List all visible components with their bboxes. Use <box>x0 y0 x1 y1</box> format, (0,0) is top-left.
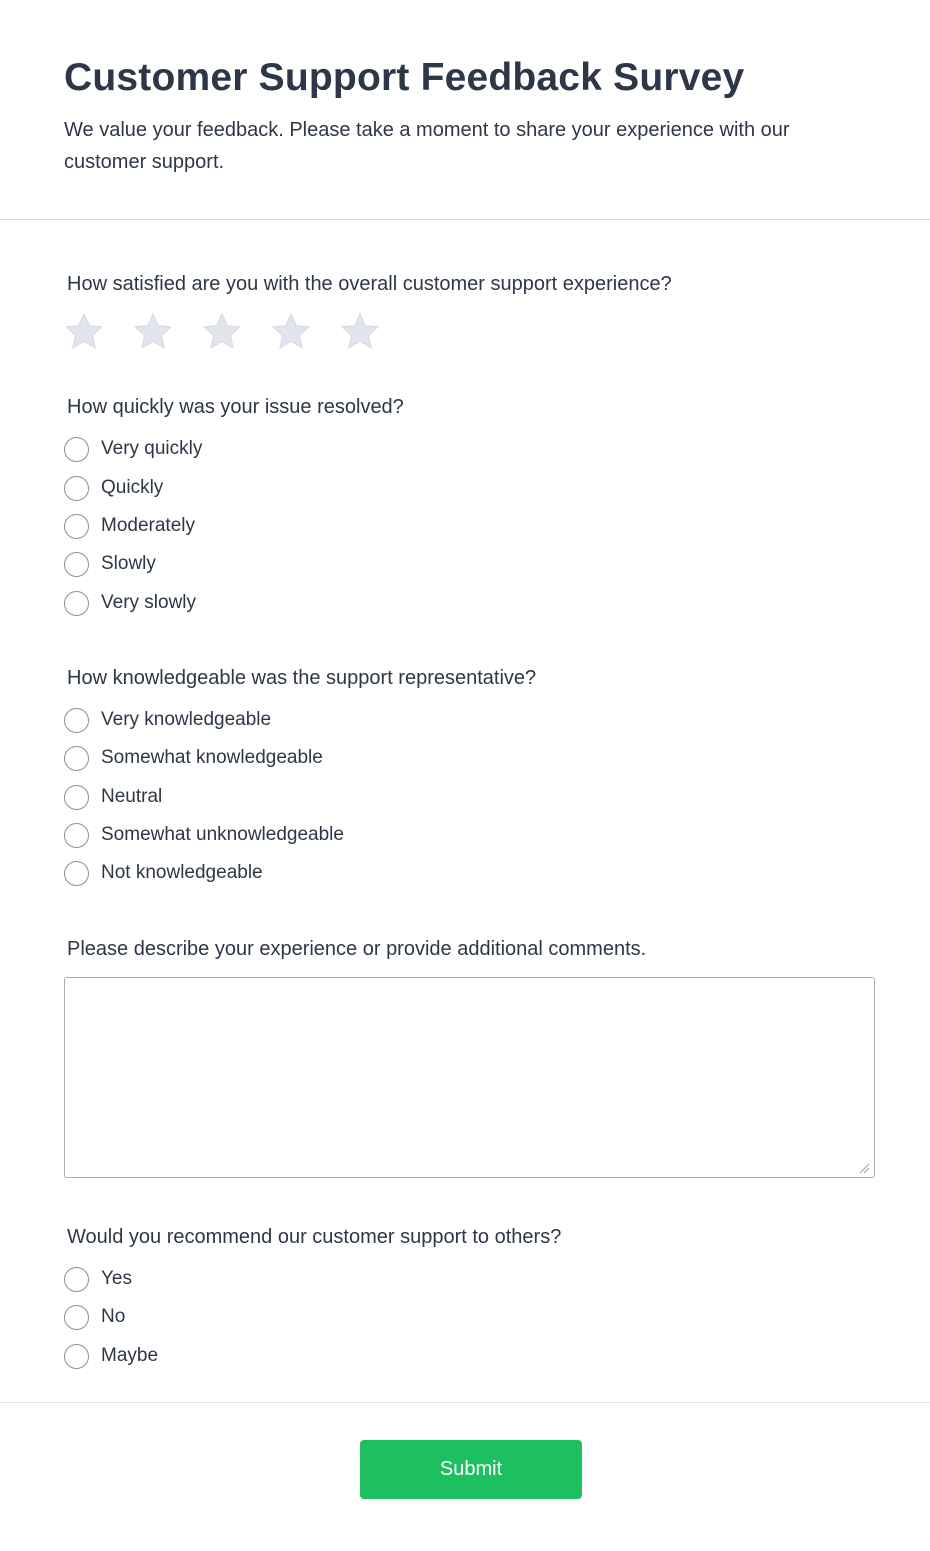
page-subtitle: We value your feedback. Please take a moment to share your experience with our customer support. <box>64 119 790 173</box>
radio-label: Yes <box>101 1268 132 1289</box>
radio-label: Moderately <box>101 515 195 536</box>
radio-label: No <box>101 1306 126 1327</box>
radio-option[interactable] <box>64 590 196 616</box>
radio-button[interactable] <box>64 552 89 577</box>
radio-option[interactable] <box>64 475 163 501</box>
radio-button[interactable] <box>64 476 89 501</box>
question-comments: Please describe your experience or provide additional comments. <box>67 938 647 960</box>
radio-option[interactable] <box>64 784 162 810</box>
survey-footer <box>0 1403 930 1550</box>
resize-grip-icon[interactable] <box>858 1162 870 1174</box>
radio-button[interactable] <box>64 1344 89 1369</box>
radio-button[interactable] <box>64 514 89 539</box>
comments-textarea[interactable] <box>64 977 875 1178</box>
question-resolution-speed: How quickly was your issue resolved? <box>67 396 404 418</box>
radio-option[interactable] <box>64 822 344 848</box>
radio-label: Somewhat unknowledgeable <box>101 824 344 845</box>
radio-label: Neutral <box>101 786 163 807</box>
star-icon[interactable] <box>202 312 242 352</box>
radio-option[interactable] <box>64 436 202 462</box>
radio-button[interactable] <box>64 708 89 733</box>
submit-button[interactable]: Submit <box>360 1440 582 1499</box>
question-satisfaction: How satisfied are you with the overall customer support experience? <box>67 273 672 295</box>
page-title: Customer Support Feedback Survey <box>64 56 745 99</box>
radio-button[interactable] <box>64 1305 89 1330</box>
radio-button[interactable] <box>64 785 89 810</box>
star-icon[interactable] <box>133 312 173 352</box>
radio-button[interactable] <box>64 591 89 616</box>
radio-option[interactable] <box>64 1304 125 1330</box>
survey-body <box>0 220 930 1403</box>
radio-option[interactable] <box>64 1343 158 1369</box>
radio-label: Very slowly <box>101 592 197 613</box>
star-icon[interactable] <box>271 312 311 352</box>
survey-header <box>0 0 930 220</box>
star-icon[interactable] <box>340 312 380 352</box>
radio-button[interactable] <box>64 746 89 771</box>
radio-label: Quickly <box>101 477 164 498</box>
radio-label: Maybe <box>101 1345 159 1366</box>
radio-button[interactable] <box>64 861 89 886</box>
radio-option[interactable] <box>64 860 263 886</box>
star-rating[interactable] <box>64 312 380 352</box>
question-knowledge: How knowledgeable was the support representative? <box>67 667 537 689</box>
question-recommend: Would you recommend our customer support to others? <box>67 1226 562 1248</box>
star-icon[interactable] <box>64 312 104 352</box>
radio-button[interactable] <box>64 823 89 848</box>
radio-label: Somewhat knowledgeable <box>101 747 323 768</box>
radio-button[interactable] <box>64 437 89 462</box>
radio-option[interactable] <box>64 1266 132 1292</box>
radio-option[interactable] <box>64 551 156 577</box>
radio-label: Very knowledgeable <box>101 709 272 730</box>
radio-option[interactable] <box>64 513 195 539</box>
radio-label: Very quickly <box>101 438 203 459</box>
radio-option[interactable] <box>64 745 323 771</box>
radio-label: Not knowledgeable <box>101 862 263 883</box>
radio-option[interactable] <box>64 707 271 733</box>
radio-button[interactable] <box>64 1267 89 1292</box>
radio-label: Slowly <box>101 553 156 574</box>
